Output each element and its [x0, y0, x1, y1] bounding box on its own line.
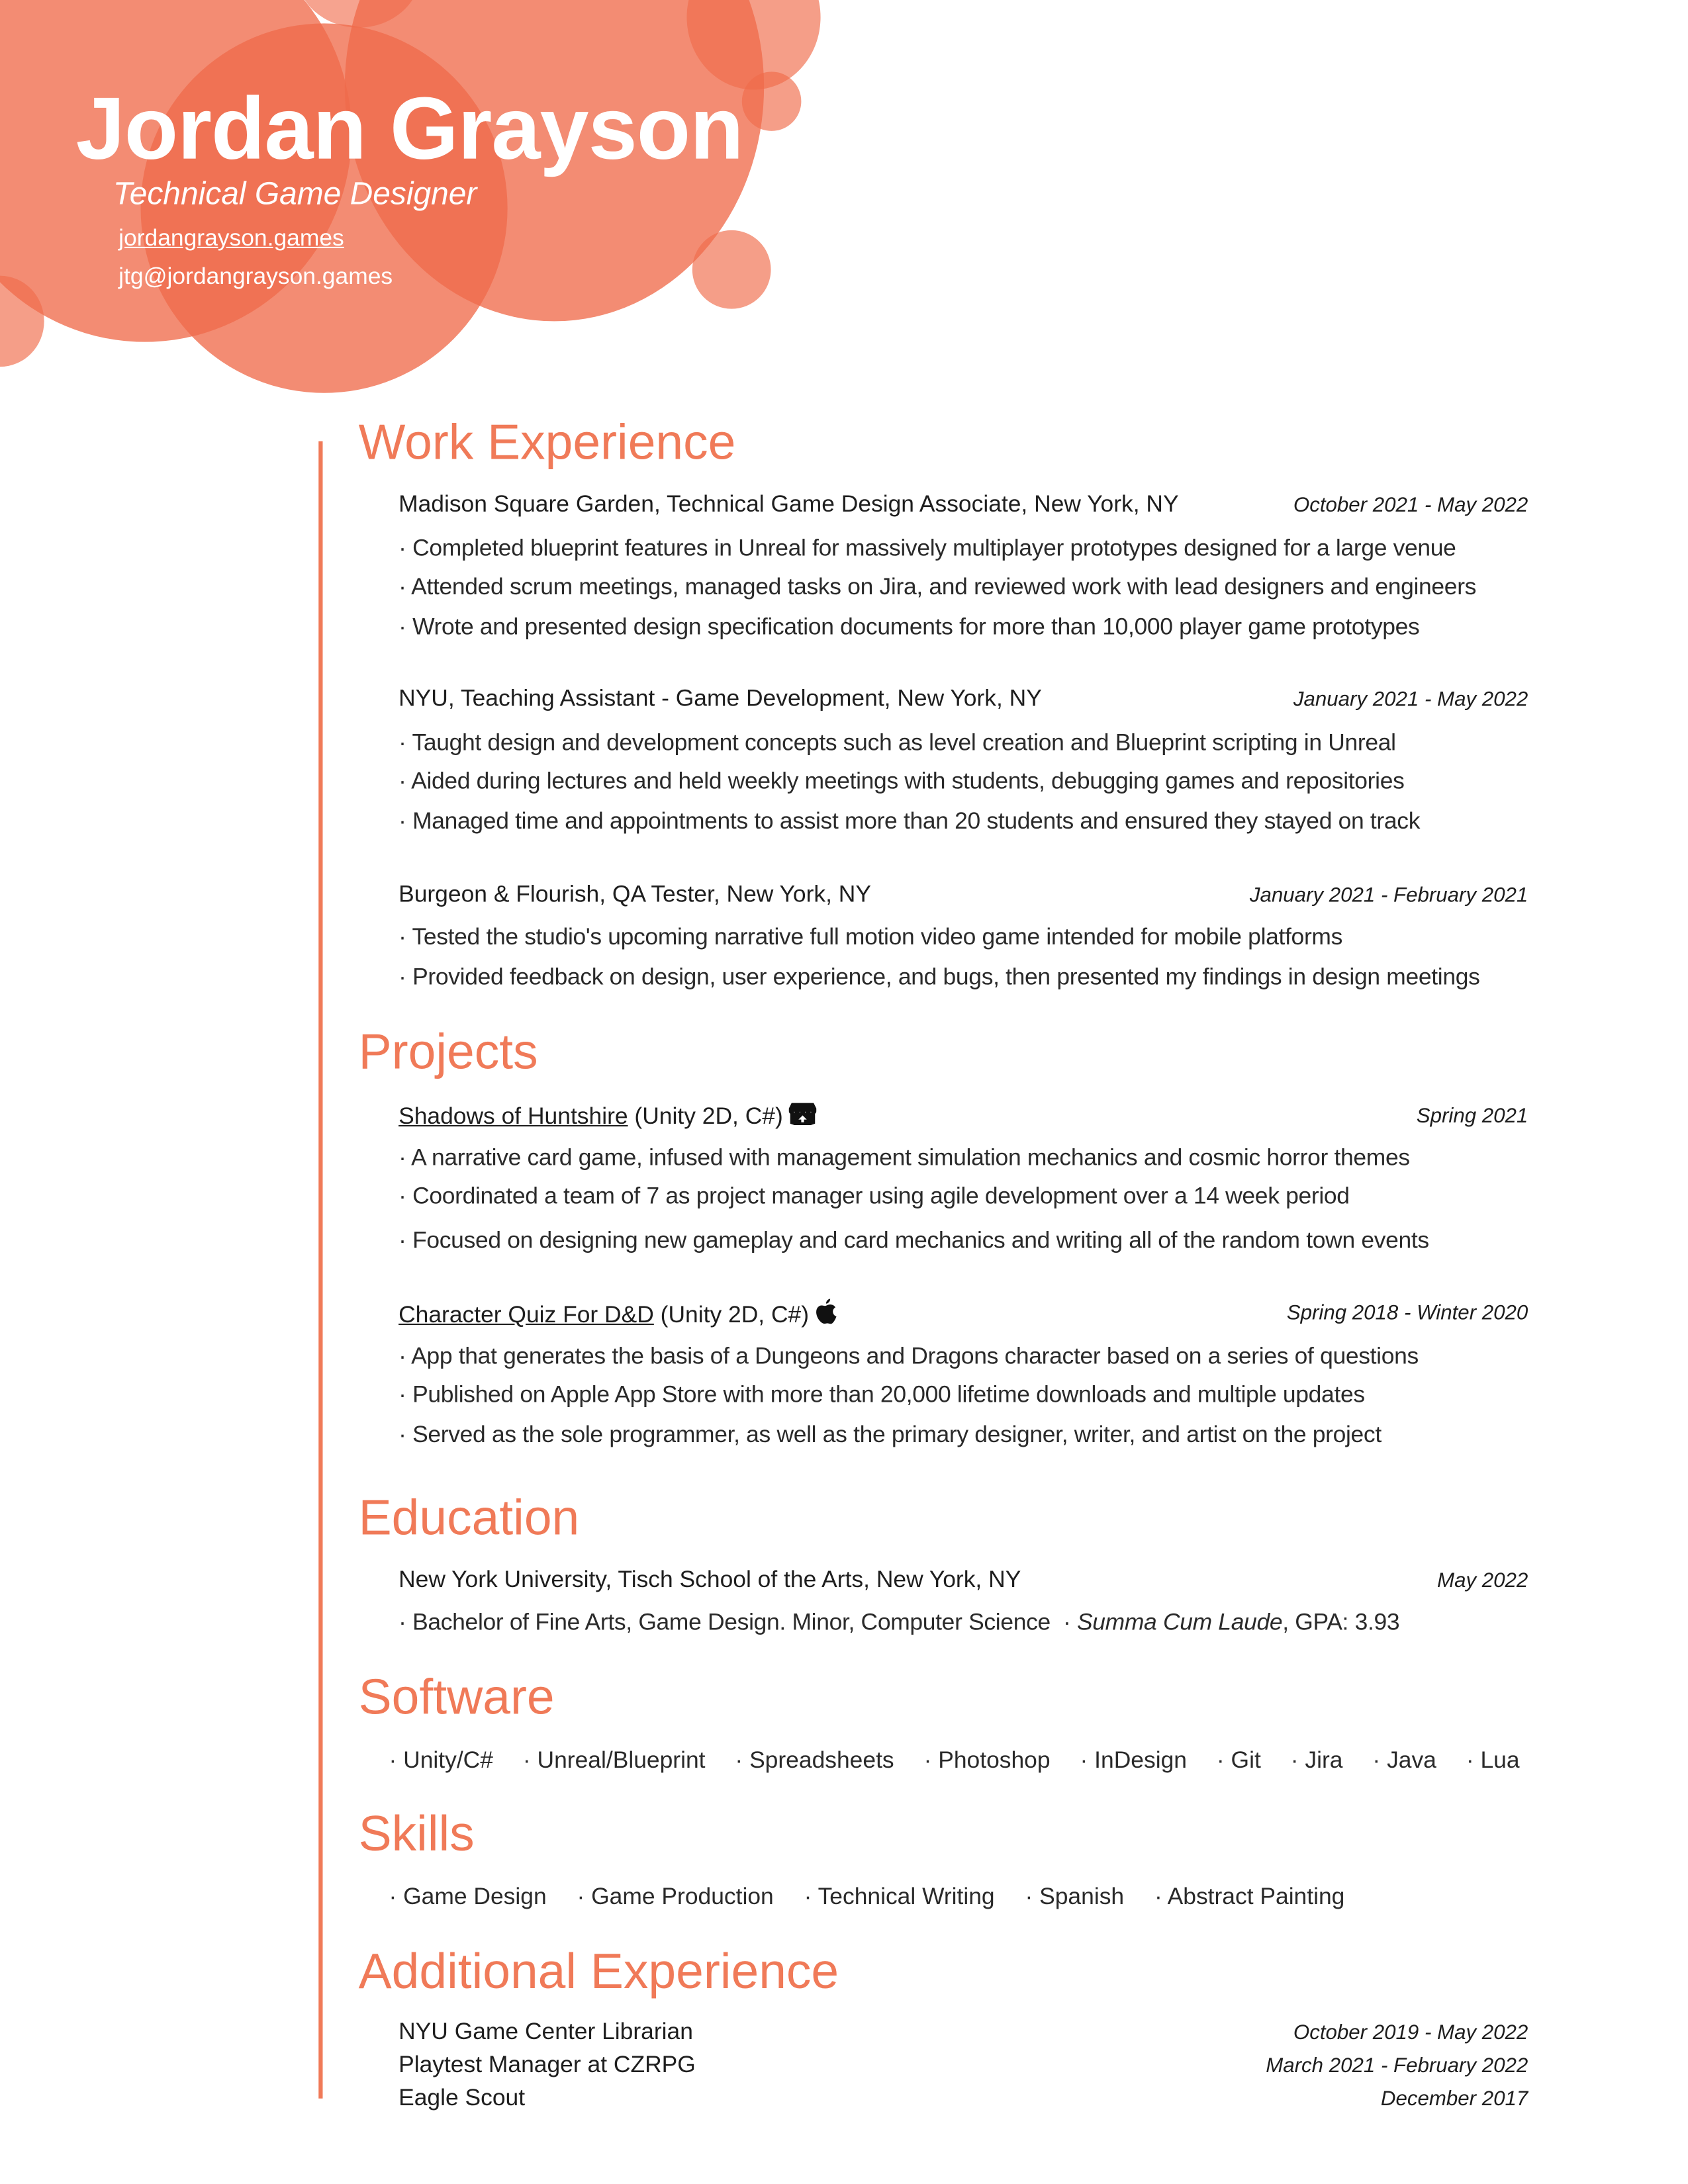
itch-io-icon[interactable] — [788, 1102, 816, 1134]
job-bullet: · Managed time and appointments to assist more than 20 students and ensured they stayed on track — [399, 807, 1421, 835]
project-tech: (Unity 2D, C#) — [653, 1301, 810, 1328]
job-title: NYU, Teaching Assistant - Game Development, New York, NY — [399, 685, 1042, 711]
section-heading-software: Software — [358, 1668, 555, 1725]
additional-item: Playtest Manager at CZRPG — [399, 2051, 696, 2078]
job-date: October 2021 - May 2022 — [1293, 493, 1528, 518]
apple-icon[interactable] — [814, 1298, 836, 1332]
software-item: · InDesign — [1080, 1747, 1187, 1774]
section-heading-skills: Skills — [358, 1805, 475, 1862]
software-item: · Git — [1216, 1747, 1261, 1774]
job-date: January 2021 - May 2022 — [1293, 688, 1528, 711]
project-bullet: · App that generates the basis of a Dungeons and Dragons character based on a series of questions — [399, 1343, 1419, 1369]
job-bullet: · Completed blueprint features in Unreal for massively multiplayer prototypes designed for a large venue — [399, 535, 1456, 561]
skill-item: · Spanish — [1025, 1883, 1125, 1910]
candidate-role: Technical Game Designer — [113, 175, 477, 211]
software-item: · Photoshop — [923, 1747, 1051, 1774]
project-bullet: · Published on Apple App Store with more than 20,000 lifetime downloads and multiple updates — [399, 1381, 1365, 1408]
project-bullet: · Coordinated a team of 7 as project manager using agile development over a 14 week period — [399, 1183, 1350, 1210]
job-date: January 2021 - February 2021 — [1249, 884, 1528, 907]
software-item: · Java — [1372, 1747, 1436, 1774]
section-heading-projects: Projects — [358, 1023, 538, 1080]
software-item: · Unity/C# — [389, 1747, 493, 1774]
job-bullet: · Aided during lectures and held weekly meetings with students, debugging games and repositories — [399, 768, 1405, 794]
section-heading-education: Education — [358, 1488, 580, 1546]
job-bullet: · Wrote and presented design specification documents for more than 10,000 player game prototypes — [399, 614, 1420, 640]
job-bullet: · Provided feedback on design, user experience, and bugs, then presented my findings in design meetings — [399, 964, 1480, 990]
project-tech: (Unity 2D, C#) — [628, 1103, 783, 1130]
additional-date: October 2019 - May 2022 — [1293, 2021, 1528, 2045]
additional-item: Eagle Scout — [399, 2084, 526, 2111]
project-bullet: · Focused on designing new gameplay and card mechanics and writing all of the random town events — [399, 1227, 1429, 1253]
additional-date: March 2021 - February 2022 — [1266, 2054, 1528, 2078]
education-detail — [399, 1609, 1399, 1637]
skill-item: · Game Production — [577, 1883, 774, 1910]
job-bullet: · Tested the studio's upcoming narrative full motion video game intended for mobile platforms — [399, 923, 1343, 950]
job-title: Burgeon & Flourish, QA Tester, New York, NY — [399, 881, 872, 907]
additional-item: NYU Game Center Librarian — [399, 2018, 693, 2045]
project-header — [399, 1102, 816, 1134]
skill-item: · Abstract Painting — [1154, 1883, 1345, 1910]
degree-text: · Bachelor of Fine Arts, Game Design. Minor, Computer Science · — [399, 1609, 1077, 1635]
software-item: · Lua — [1466, 1747, 1520, 1774]
candidate-name: Jordan Grayson — [75, 78, 743, 178]
software-item: · Spreadsheets — [735, 1747, 894, 1774]
job-title: Madison Square Garden, Technical Game Design Associate, New York, NY — [399, 490, 1179, 518]
education-title: New York University, Tisch School of the Arts, New York, NY — [399, 1566, 1021, 1593]
education-date: May 2022 — [1437, 1569, 1528, 1593]
software-list — [389, 1747, 1519, 1775]
project-header — [399, 1298, 837, 1332]
section-heading-work: Work Experience — [358, 413, 736, 471]
project-bullet: · A narrative card game, infused with management simulation mechanics and cosmic horror themes — [399, 1144, 1410, 1171]
section-heading-additional: Additional Experience — [358, 1942, 839, 1999]
project-date: Spring 2021 — [1416, 1104, 1528, 1128]
job-bullet: · Attended scrum meetings, managed tasks on Jira, and reviewed work with lead designers and engineers — [399, 573, 1477, 600]
skill-item: · Technical Writing — [804, 1883, 995, 1910]
job-bullet: · Taught design and development concepts such as level creation and Blueprint scripting in Unreal — [399, 729, 1396, 756]
project-bullet: · Served as the sole programmer, as well as the primary designer, writer, and artist on the project — [399, 1421, 1382, 1448]
software-item: · Unreal/Blueprint — [522, 1747, 706, 1774]
skills-list — [389, 1884, 1344, 1911]
project-date: Spring 2018 - Winter 2020 — [1286, 1301, 1528, 1326]
gpa-text: , GPA: 3.93 — [1282, 1609, 1400, 1635]
project-link[interactable]: Shadows of Huntshire — [399, 1103, 628, 1130]
honor-text: Summa Cum Laude — [1076, 1609, 1283, 1635]
skill-item: · Game Design — [389, 1883, 547, 1910]
software-item: · Jira — [1290, 1747, 1343, 1774]
section-divider-line — [318, 441, 322, 2099]
email-address[interactable]: jtg@jordangrayson.games — [118, 263, 393, 290]
website-link[interactable]: jordangrayson.games — [118, 224, 344, 251]
project-link[interactable]: Character Quiz For D&D — [399, 1301, 654, 1328]
additional-date: December 2017 — [1380, 2087, 1528, 2111]
